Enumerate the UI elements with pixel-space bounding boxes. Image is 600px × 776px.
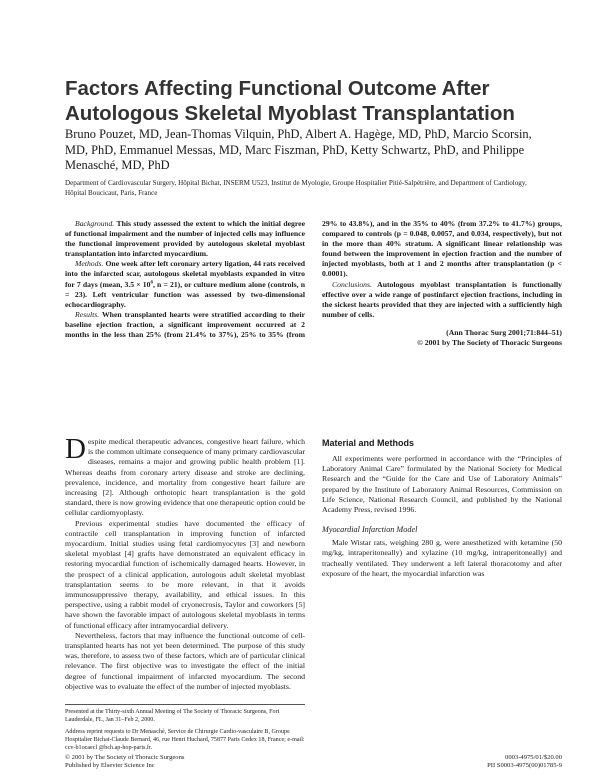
footer-pii: PII S0003-4975(00)01785-9 bbox=[487, 762, 562, 770]
abstract bbox=[65, 219, 562, 387]
section-heading-methods: Material and Methods bbox=[322, 438, 415, 448]
abstract-conclusions bbox=[322, 280, 562, 320]
abstract-background bbox=[65, 219, 305, 259]
affiliation: Department of Cardiovascular Surgery, Hôpital Bichat, INSERM U523, Institut de Myologie, Groupe Hospitalier Pitié-Salpétrière, and Department of Cardiology, Hôpital Boucicaut, Paris, France bbox=[65, 179, 527, 197]
citation-block bbox=[322, 328, 562, 349]
intro-paragraph-3: Nevertheless, factors that may influence the functional outcome of cell-transplanted hearts has not yet been determined. The purpose of this study was, therefore, to assess two of these factors, which are of particular clinical relevance. The first objective was to investigate the effect of the initial degree of functional impairment of infarcted myocardium. The second objective was to evaluate the effect of the number of injected myoblasts. bbox=[65, 630, 305, 691]
conclusions-label: Conclusions. bbox=[332, 279, 372, 289]
reprint-address: Address reprint requests to Dr Menasché, Service de Chirurgie Cardio-vasculaire B, Groupe Hospitalier Bichat-Claude Bernard, 46, rue Henri Huchard, 75877 Paris Cedex 18, France; e-mail: ccv-b1ocaecl @bch.ap-hop-paris.fr. bbox=[65, 729, 305, 751]
conclusions-text: Autologous myoblast transplantation is functionally effective over a wide range of postinfarct ejection fractions, including in the sickest hearts provided that they are injected with a sufficiently high number of cells. bbox=[322, 279, 563, 319]
drop-cap: D bbox=[65, 433, 86, 465]
presented-note: Presented at the Thirty-sixth Annual Meeting of The Society of Thoracic Surgeons, Fort Lauderdale, FL, Jan 31–Feb 2, 2000. bbox=[65, 709, 280, 723]
footer-right bbox=[487, 754, 562, 771]
methods-label: Methods. bbox=[75, 259, 104, 269]
footer-issn: 0003-4975/01/$20.00 bbox=[505, 754, 562, 761]
background-text: This study assessed the extent to which the initial degree of functional impairment and the number of injected cells may influence the functional improvement provided by autologous skeletal myoblast transplantation into infarcted myocardium. bbox=[65, 219, 305, 259]
intro-paragraph-2: Previous experimental studies have documented the efficacy of contractile cell transplantation in improving function of infarcted myocardium. Initial studies using fetal cardiomyocytes [3] and newborn skeletal myoblast [4] grafts have demonstrated an equivalent efficacy in restoring myocardial function of ischemically damaged hearts. However, in the prospect of a clinical application, autologous adult skeletal myoblast transplantation seems to be more relevant, in that it avoids immunosuppressive therapy, availability, and ethical issues. In this perspective, using a rabbit model of cryonecrosis, Taylor and coworkers [5] have shown the favorable impact of autologous skeletal myoblasts in terms of functional efficacy after intramyocardial delivery. bbox=[65, 518, 305, 630]
footer-left bbox=[65, 754, 184, 771]
footer-copyright: © 2001 by The Society of Thoracic Surgeons bbox=[65, 754, 185, 761]
results-text: When transplanted hearts were stratified according to their baseline ejection fraction, a significant improvement occurred at 2 months in the less than 25% (from 21.4% to 37%), 25% to 35% (from 29% to 43.8%), and in the 35% to 40% (from 37.2% to 41.7%) groups, compared to controls (p = 0.048, 0.0057, and 0.034, respectively), but not in the more than 40% stratum. A significant linear relationship was found between the improvement in ejection fraction and the number of injected myoblasts, both at 1 and 2 months after transplantation (p < 0.0001). bbox=[65, 219, 562, 340]
methods-exponent: 6 bbox=[150, 280, 153, 285]
footnotes bbox=[65, 704, 305, 756]
intro-paragraph-1 bbox=[65, 433, 305, 519]
abstract-copyright: © 2001 by The Society of Thoracic Surgeons bbox=[417, 338, 562, 348]
results-label: Results. bbox=[75, 309, 100, 319]
background-label: Background. bbox=[75, 219, 115, 228]
methods-text-b: , n = 21), or culture medium alone (controls, n = 23). Left ventricular function was assessed by two-dimensional echocardiography. bbox=[65, 279, 305, 309]
journal-citation: (Ann Thorac Surg 2001;71:844–51) bbox=[446, 327, 562, 337]
author-list: Bruno Pouzet, MD, Jean-Thomas Vilquin, PhD, Albert A. Hagège, MD, PhD, Marcio Scorsin, MD, PhD, Emmanuel Messas, MD, Marc Fiszman, PhD, Ketty Schwartz, PhD, and Philippe Menasché, MD, PhD bbox=[65, 127, 532, 172]
methods-paragraph-1: All experiments were performed in accordance with the “Principles of Laboratory Animal Care” formulated by the National Society for Medical Research and the “Guide for the Care and Use of Laboratory Animals” prepared by the Institute of Laboratory Animal Resources, Commission on Life Science, National Research Council, and published by the National Academy Press, revised 1996. bbox=[322, 454, 562, 515]
methods-paragraph-2: Male Wistar rats, weighing 280 g, were anesthetized with ketamine (50 mg/kg, intraperitoneally) and xylazine (10 mg/kg, intraperitoneally) and tracheally ventilated. They underwent a left lateral thoracotomy and after exposure of the heart, the myocardial infarction was bbox=[322, 538, 562, 578]
footer-publisher: Published by Elsevier Science Inc bbox=[65, 762, 155, 770]
subsection-heading: Myocardial Infarction Model bbox=[322, 525, 418, 535]
body-text bbox=[65, 433, 562, 700]
intro-text-1: espite medical therapeutic advances, congestive heart failure, which is the common ultimate consequence of many primary cardiovascular diseases, remains a major and growing public health problem [1]. Whereas deaths from coronary artery disease and stroke are declining, prevalence, incidence, and mortality from congestive heart failure are increasing [2]. Although orthotopic heart transplantation is the gold standard, there is now growing evidence that one therapeutic option could be cellular cardiomyoplasty. bbox=[65, 437, 305, 518]
abstract-methods bbox=[65, 259, 305, 309]
article-title: Factors Affecting Functional Outcome After Autologous Skeletal Myoblast Transplantation bbox=[65, 77, 515, 125]
methods-text-a: One week after left coronary artery ligation, 44 rats received into the infarcted scar, autologous skeletal myoblasts expanded in vitro for 7 days (mean, 3.5 × 10 bbox=[65, 259, 306, 289]
